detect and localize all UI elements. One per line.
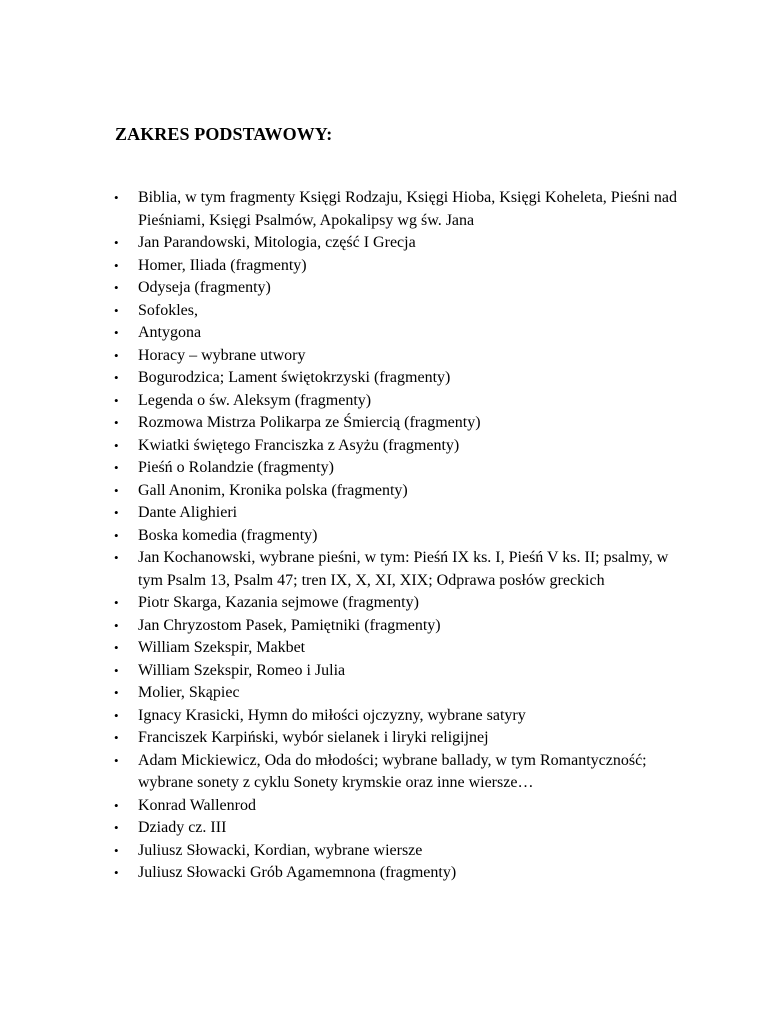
list-item-text: Rozmowa Mistrza Polikarpa ze Śmiercią (fragmenty)	[138, 414, 481, 431]
bullet-icon: •	[114, 437, 119, 453]
list-item	[113, 547, 693, 592]
list-item	[113, 817, 693, 840]
list-item	[113, 412, 693, 435]
list-item	[113, 255, 693, 278]
section-heading: ZAKRES PODSTAWOWY:	[115, 124, 333, 144]
bullet-icon: •	[114, 842, 119, 858]
list-item-text: Konrad Wallenrod	[138, 796, 256, 814]
bullet-icon: •	[114, 482, 119, 498]
reading-list	[113, 187, 693, 885]
list-item-text: Bogurodzica; Lament świętokrzyski (fragmenty)	[138, 369, 451, 386]
list-item-text: William Szekspir, Makbet	[138, 639, 306, 656]
list-item	[113, 592, 693, 615]
list-item	[113, 637, 693, 660]
list-item-text: William Szekspir, Romeo i Julia	[138, 661, 346, 679]
list-item-text: Biblia, w tym fragmenty Księgi Rodzaju, Księgi Hioba, Księgi Koheleta, Pieśni nad Pieśniami, Księgi Psalmów, Apokalipsy wg św. Jana	[138, 189, 678, 229]
list-item-text: Legenda o św. Aleksym (fragmenty)	[138, 391, 372, 409]
bullet-icon: •	[114, 550, 119, 565]
list-item	[113, 435, 693, 458]
list-item	[113, 727, 693, 750]
list-item-text: Homer, Iliada (fragmenty)	[138, 256, 307, 274]
bullet-icon: •	[114, 235, 119, 250]
list-item-text: Odyseja (fragmenty)	[138, 279, 271, 296]
bullet-icon: •	[114, 392, 119, 408]
bullet-icon: •	[114, 617, 119, 633]
list-item-text: Jan Chryzostom Pasek, Pamiętniki (fragmenty)	[138, 616, 441, 634]
list-item	[113, 480, 693, 503]
list-item-text: Boska komedia (fragmenty)	[138, 526, 318, 544]
bullet-icon: •	[114, 347, 119, 363]
bullet-icon: •	[114, 460, 119, 475]
bullet-icon: •	[114, 797, 119, 813]
list-item	[113, 795, 693, 818]
list-item-text: Dante Alighieri	[138, 504, 238, 521]
list-item-text: Juliusz Słowacki Grób Agamemnona (fragmenty)	[138, 864, 457, 881]
bullet-icon: •	[114, 730, 119, 745]
list-item-text: Antygona	[138, 324, 202, 341]
bullet-icon: •	[114, 820, 119, 835]
list-item-text: Piotr Skarga, Kazania sejmowe (fragmenty)	[138, 594, 419, 611]
bullet-icon: •	[114, 257, 119, 273]
list-item	[113, 750, 693, 795]
list-item-text: Sofokles,	[138, 301, 198, 319]
list-item	[113, 840, 693, 863]
list-item	[113, 322, 693, 345]
bullet-icon: •	[114, 190, 119, 205]
list-item	[113, 345, 693, 368]
bullet-icon: •	[114, 707, 119, 723]
list-item-text: Pieśń o Rolandzie (fragmenty)	[138, 459, 334, 476]
list-item	[113, 615, 693, 638]
bullet-icon: •	[114, 370, 119, 385]
list-item	[113, 457, 693, 480]
bullet-icon: •	[114, 527, 119, 543]
list-item-text: Horacy – wybrane utwory	[138, 346, 306, 364]
list-item-text: Juliusz Słowacki, Kordian, wybrane wiersze	[138, 841, 423, 859]
list-item	[113, 705, 693, 728]
bullet-icon: •	[114, 302, 119, 318]
list-item	[113, 660, 693, 683]
bullet-icon: •	[114, 865, 119, 880]
list-item	[113, 525, 693, 548]
list-item-text: Jan Kochanowski, wybrane pieśni, w tym: Pieśń IX ks. I, Pieśń V ks. II; psalmy, w tym Psalm 13, Psalm 47; tren IX, X, XI, XIX; Odprawa posłów greckich	[138, 549, 669, 589]
bullet-icon: •	[114, 415, 119, 430]
list-item-text: Adam Mickiewicz, Oda do młodości; wybrane ballady, w tym Romantyczność; wybrane sonety z cyklu Sonety krymskie oraz inne wiersze…	[138, 751, 647, 791]
list-item	[113, 862, 693, 885]
list-item	[113, 367, 693, 390]
bullet-icon: •	[114, 505, 119, 520]
bullet-icon: •	[114, 325, 119, 340]
bullet-icon: •	[114, 752, 119, 768]
list-item	[113, 277, 693, 300]
list-item	[113, 502, 693, 525]
list-item	[113, 232, 693, 255]
bullet-icon: •	[114, 640, 119, 655]
list-item-text: Franciszek Karpiński, wybór sielanek i liryki religijnej	[138, 729, 489, 746]
list-item-text: Molier, Skąpiec	[138, 684, 240, 701]
bullet-icon: •	[114, 685, 119, 700]
bullet-icon: •	[114, 662, 119, 678]
list-item-text: Kwiatki świętego Franciszka z Asyżu (fragmenty)	[138, 436, 460, 454]
list-item-text: Dziady cz. III	[138, 819, 227, 836]
bullet-icon: •	[114, 280, 119, 295]
list-item-text: Ignacy Krasicki, Hymn do miłości ojczyzny, wybrane satyry	[138, 706, 526, 724]
list-item	[113, 187, 693, 232]
list-item	[113, 682, 693, 705]
list-item-text: Jan Parandowski, Mitologia, część I Grecja	[138, 234, 416, 251]
list-item	[113, 300, 693, 323]
bullet-icon: •	[114, 595, 119, 610]
list-item-text: Gall Anonim, Kronika polska (fragmenty)	[138, 481, 408, 499]
list-item	[113, 390, 693, 413]
